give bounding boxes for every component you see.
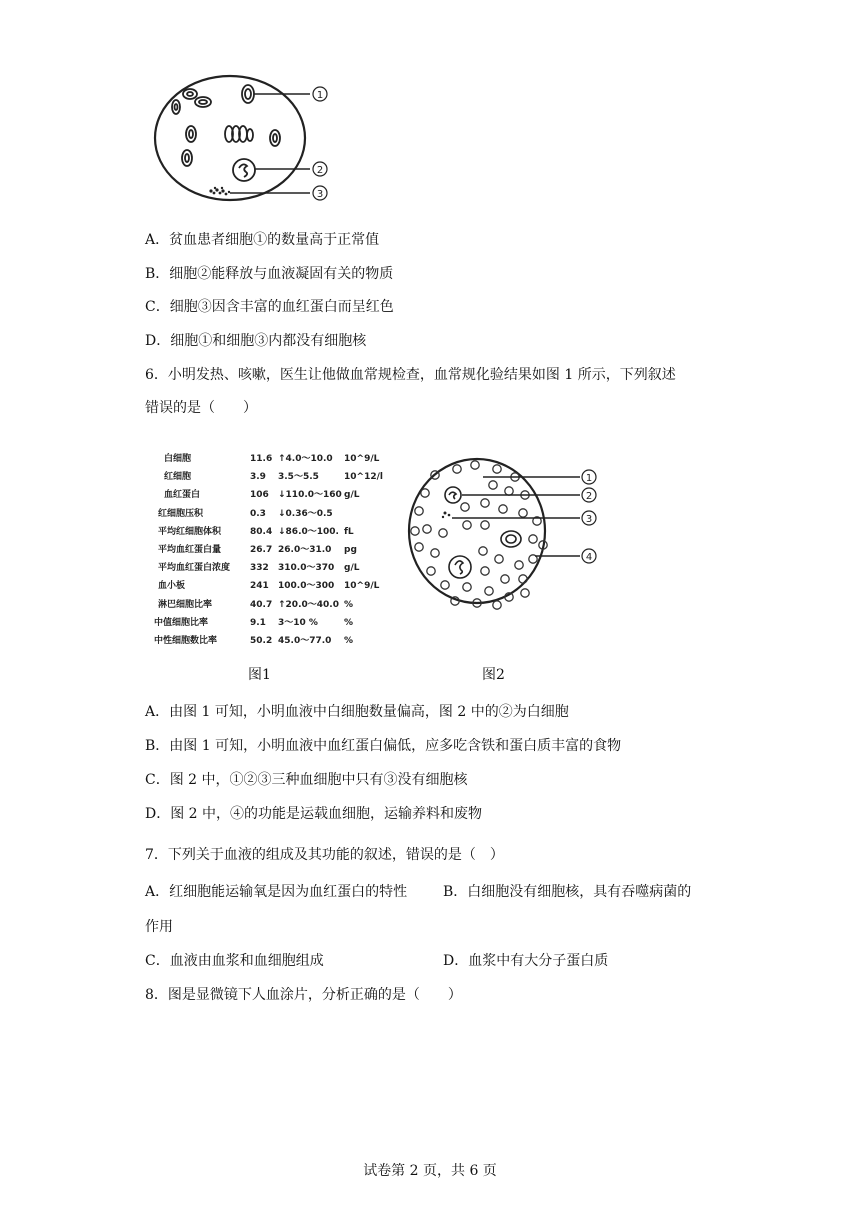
table-cell-unit: %: [344, 636, 354, 646]
table-cell-unit: g/L: [344, 563, 360, 574]
red-blood-cell: [515, 561, 523, 569]
q5-option-d: D．细胞①和细胞③内都没有细胞核: [145, 333, 367, 349]
svg-text:2: 2: [316, 165, 324, 176]
q7-option-d: D．血浆中有大分子蛋白质: [443, 953, 609, 969]
q5-option-a: A．贫血患者细胞①的数量高于正常值: [145, 232, 380, 248]
table-cell-unit: g/L: [344, 490, 360, 501]
table-cell-name: 血小板: [158, 581, 186, 592]
q7-option-b-continued: 作用: [145, 919, 173, 935]
table-cell-value: 106: [250, 490, 269, 501]
fig2-caption: 图2: [482, 667, 505, 683]
red-blood-cell: [463, 583, 471, 591]
table-cell-unit: pg: [344, 545, 357, 555]
table-cell-value: 11.6: [250, 454, 273, 464]
table-cell-name: 白细胞: [164, 454, 192, 464]
table-cell-ref: ↓86.0～100.: [278, 526, 339, 537]
svg-text:2: 2: [585, 491, 593, 502]
table-cell-ref: ↑4.0～10.0: [278, 454, 333, 464]
red-blood-cell: [489, 481, 497, 489]
table-cell-value: 3.9: [250, 472, 266, 483]
red-blood-cell: [519, 575, 527, 583]
red-blood-cell: [495, 555, 503, 563]
red-blood-cell: [471, 461, 479, 469]
table-cell-ref: ↑20.0～40.0: [278, 599, 339, 610]
table-cell-ref: 3～10 %: [278, 617, 318, 628]
table-cell-ref: 45.0～77.0: [278, 636, 332, 646]
red-blood-cell: [493, 465, 501, 473]
q6-option-d: D．图 2 中，④的功能是运载血细胞，运输养料和废物: [145, 806, 483, 822]
red-blood-cell: [411, 527, 419, 535]
red-blood-cell: [481, 567, 489, 575]
red-blood-cell: [493, 601, 501, 609]
red-blood-cell: [427, 567, 435, 575]
red-blood-cell: [521, 589, 529, 597]
svg-text:3: 3: [316, 189, 324, 200]
table-cell-name: 红细胞压积: [158, 508, 204, 519]
svg-text:3: 3: [585, 514, 593, 525]
red-blood-cell: [485, 587, 493, 595]
table-cell-name: 淋巴细胞比率: [158, 599, 213, 610]
red-blood-cell: [415, 543, 423, 551]
red-blood-cell: [431, 549, 439, 557]
q7-option-a: A．红细胞能运输氧是因为血红蛋白的特性: [145, 884, 408, 900]
q7-option-b: B．白细胞没有细胞核，具有吞噬病菌的: [443, 884, 692, 900]
table-cell-unit: 10^9/L: [344, 454, 380, 464]
red-blood-cell: [499, 505, 507, 513]
table-cell-value: 241: [250, 581, 269, 592]
q5-option-c: C．细胞③因含丰富的血红蛋白而呈红色: [145, 299, 394, 315]
table-cell-ref: 26.0～31.0: [278, 545, 332, 555]
q5-option-b: B．细胞②能释放与血液凝固有关的物质: [145, 266, 394, 282]
q6-stem-line1: 6．小明发热、咳嗽，医生让他做血常规检查，血常规化验结果如图 1 所示，下列叙述: [145, 367, 676, 383]
table-cell-unit: %: [344, 599, 354, 610]
red-blood-cell: [439, 529, 447, 537]
table-cell-ref: ↓0.36～0.5: [278, 508, 333, 519]
red-blood-cell: [505, 487, 513, 495]
red-blood-cell: [463, 521, 471, 529]
q7-option-c: C．血液由血浆和血细胞组成: [145, 953, 324, 969]
table-cell-ref: 3.5～5.5: [278, 472, 319, 483]
page-footer: 试卷第 2 页，共 6 页: [363, 1163, 497, 1179]
table-cell-name: 血红蛋白: [164, 490, 201, 501]
q6-stem-line2: 错误的是（ ）: [145, 400, 257, 416]
q8-stem: 8．图是显微镜下人血涂片，分析正确的是（ ）: [145, 987, 462, 1003]
red-blood-cell: [481, 521, 489, 529]
red-blood-cell: [479, 547, 487, 555]
table-cell-ref: ↓110.0～160: [278, 490, 342, 501]
red-blood-cell: [501, 575, 509, 583]
svg-text:4: 4: [585, 552, 593, 563]
table-cell-name: 中值细胞比率: [154, 617, 209, 628]
blood-smear-figure-top: [150, 72, 350, 217]
table-cell-value: 332: [250, 563, 269, 574]
q7-stem: 7．下列关于血液的组成及其功能的叙述，错误的是（ ）: [145, 847, 504, 863]
table-cell-value: 9.1: [250, 617, 266, 628]
table-cell-name: 平均血红蛋白量: [158, 545, 222, 555]
table-cell-value: 26.7: [250, 545, 273, 555]
table-cell-name: 红细胞: [164, 472, 192, 483]
svg-text:1: 1: [585, 473, 593, 484]
table-cell-ref: 100.0～300: [278, 581, 335, 592]
red-blood-cell: [481, 499, 489, 507]
table-cell-value: 0.3: [250, 508, 266, 519]
svg-text:1: 1: [316, 90, 324, 101]
table-cell-unit: 10^9/L: [344, 581, 380, 592]
red-blood-cell: [415, 507, 423, 515]
red-blood-cell: [441, 581, 449, 589]
table-cell-unit: %: [344, 617, 354, 628]
table-cell-value: 50.2: [250, 636, 273, 646]
red-blood-cell: [529, 535, 537, 543]
table-cell-unit: fL: [344, 526, 354, 537]
red-blood-cell: [421, 489, 429, 497]
table-cell-value: 40.7: [250, 599, 273, 610]
q6-option-c: C．图 2 中，①②③三种血细胞中只有③没有细胞核: [145, 772, 468, 788]
q6-option-b: B．由图 1 可知，小明血液中血红蛋白偏低，应多吃含铁和蛋白质丰富的食物: [145, 738, 622, 754]
red-blood-cell: [461, 503, 469, 511]
table-cell-name: 平均血红蛋白浓度: [158, 563, 231, 574]
red-blood-cell: [519, 509, 527, 517]
red-blood-cell: [423, 525, 431, 533]
table-cell-name: 中性细胞数比率: [154, 636, 218, 646]
red-blood-cell: [453, 465, 461, 473]
table-cell-name: 平均红细胞体积: [158, 526, 222, 537]
blood-smear-figure-2: [405, 455, 605, 615]
table-cell-unit: 10^12/l: [344, 472, 383, 483]
table-cell-value: 80.4: [250, 526, 273, 537]
table-cell-ref: 310.0～370: [278, 563, 335, 574]
q6-option-a: A．由图 1 可知，小明血液中白细胞数量偏高，图 2 中的②为白细胞: [145, 704, 569, 720]
fig1-caption: 图1: [248, 667, 271, 683]
